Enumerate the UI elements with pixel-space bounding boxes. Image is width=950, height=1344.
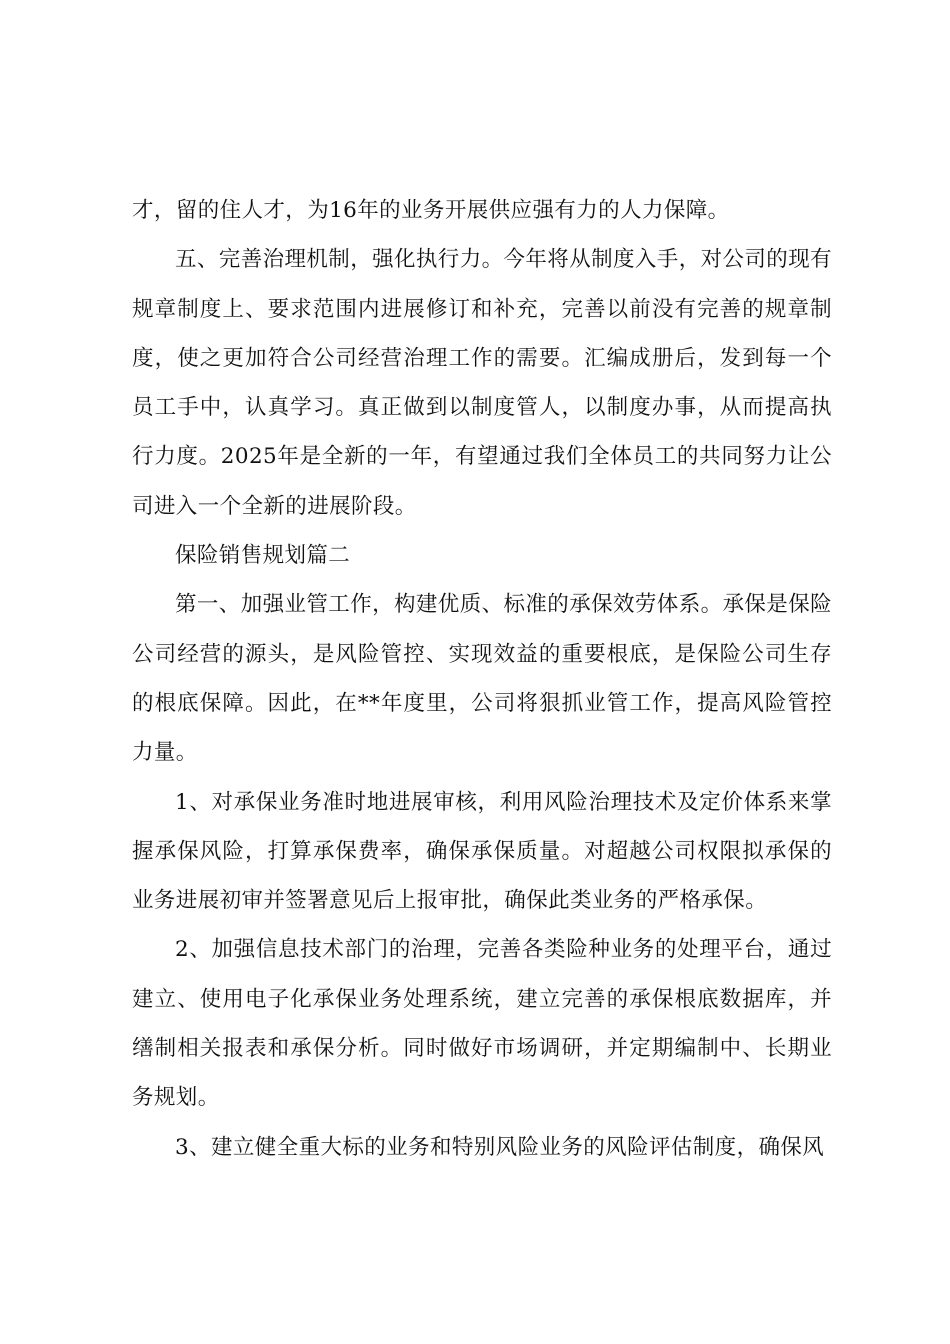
list-item-3: 3、建立健全重大标的业务和特别风险业务的风险评估制度，确保风 (175, 1134, 825, 1160)
list-item-2: 2、加强信息技术部门的治理，完善各类险种业务的处理平台，通过建立、使用电子化承保业务处理系统，建立完善的承保根底数据库，并缮制相关报表和承保分析。同时做好市场调研，并定期编制中、长期业务规划。 (132, 937, 832, 1111)
paragraph-governance: 五、完善治理机制，强化执行力。今年将从制度入手，对公司的现有规章制度上、要求范围内进展修订和补充，完善以前没有完善的规章制度，使之更加符合公司经营治理工作的需要。汇编成册后，发到每一个员工手中，认真学习。真正做到以制度管人，以制度办事，从而提高执行力度。2025年是全新的一年，有望通过我们全体员工的共同努力让公司进入一个全新的进展阶段。 (132, 247, 833, 519)
list-item-1: 1、对承保业务准时地进展审核，利用风险治理技术及定价体系来掌握承保风险，打算承保费率，确保承保质量。对超越公司权限拟承保的业务进展初审并签署意见后上报审批，确保此类业务的严格承保。 (132, 789, 832, 914)
paragraph-continuation: 才，留的住人才，为16年的业务开展供应强有力的人力保障。 (132, 198, 730, 223)
paragraph-underwriting: 第一、加强业管工作，构建优质、标准的承保效劳体系。承保是保险公司经营的源头，是风险管控、实现效益的重要根底，是保险公司生存的根底保障。因此，在**年度里，公司将狠抓业管工作，提高风险管控力量。 (132, 592, 833, 766)
document-body (132, 186, 832, 1172)
section-heading: 保险销售规划篇二 (175, 543, 351, 569)
